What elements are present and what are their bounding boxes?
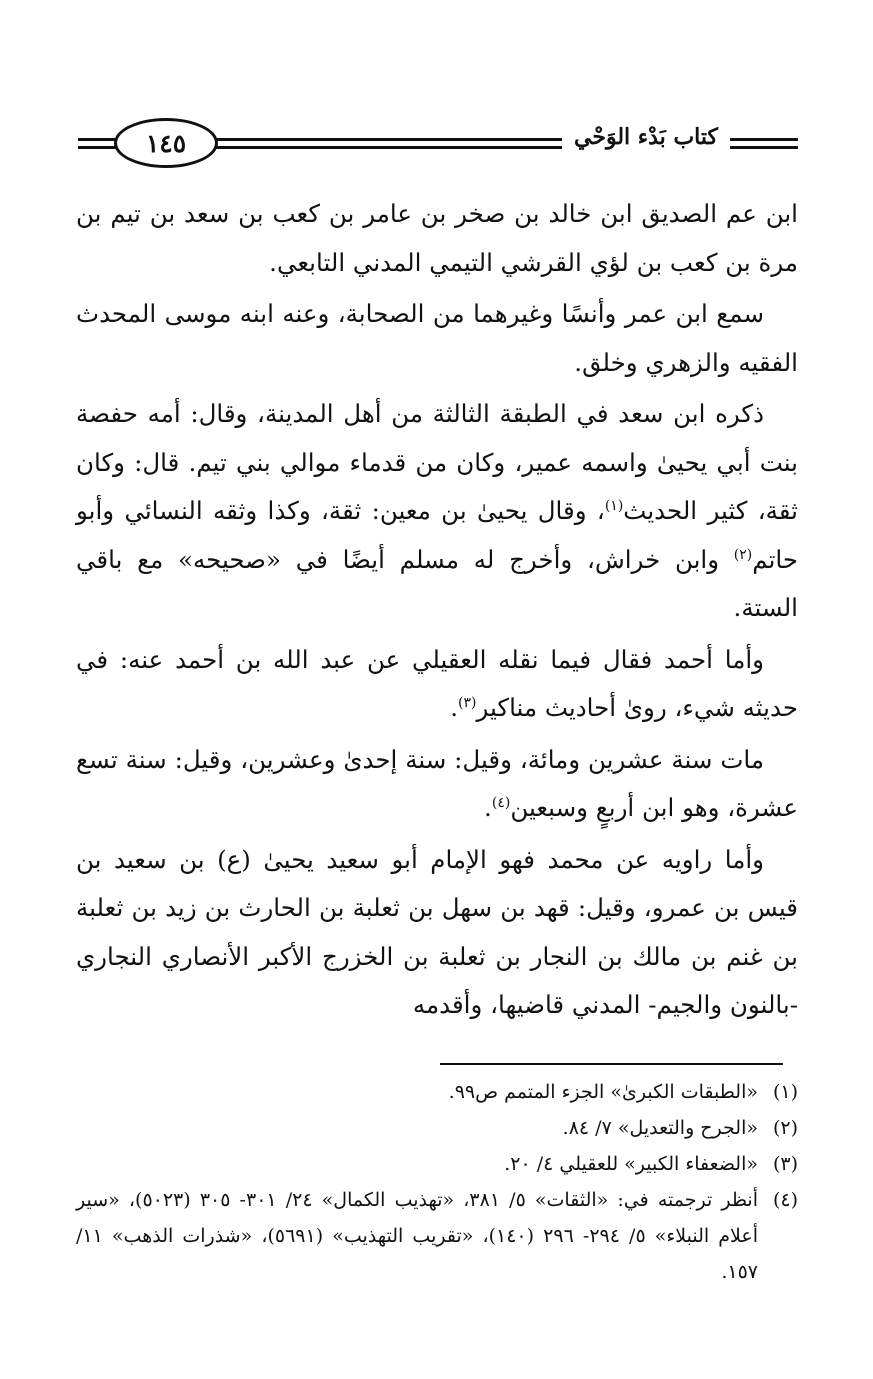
paragraph [76,636,798,733]
page-number: ١٤٥ [114,118,218,168]
footnote-text: «الجرح والتعديل» ٧/ ٨٤. [562,1117,758,1139]
footnote-number: (١) [772,1081,798,1103]
footnote-item [76,1074,798,1110]
paragraph-text: مات سنة عشرين ومائة، وقيل: سنة إحدىٰ وعشرين، وقيل: سنة تسع عشرة، وهو ابن أربعٍ وسبعين [76,744,798,822]
paragraph [76,390,798,633]
footnote-separator [440,1063,783,1065]
paragraph-text: ذكره ابن سعد في الطبقة الثالثة من أهل المدينة، وقال: أمه حفصة بنت أبي يحيىٰ واسمه عمير، وكان من قدماء موالي بني تيم. قال: وكان ثقة، كثير الحديث [76,399,798,525]
book-title: كتاب بَدْء الوَحْي [562,124,730,150]
footnote-number: (٣) [772,1153,798,1175]
paragraph: وأما راويه عن محمد فهو الإمام أبو سعيد يحيىٰ (ع) بن سعيد بن قيس بن عمرو، وقيل: قهد بن سهل بن ثعلبة بن الحارث بن زيد بن ثعلبة بن غنم بن مالك بن النجار بن ثعلبة بن الخزرج الأكبر الأنصاري النجاري -بالنون والجيم- المدني قاضيها، وأقدمه [76,844,798,1019]
paragraph [76,736,798,833]
footnote-text: «الضعفاء الكبير» للعقيلي ٤/ ٢٠. [504,1153,758,1175]
paragraph-text: وأما أحمد فقال فيما نقله العقيلي عن عبد الله بن أحمد عنه: في حديثه شيء، روىٰ أحاديث مناكير [76,644,798,722]
main-text [76,190,798,1033]
footnote-marker[interactable]: (١) [604,497,624,514]
paragraph-text: . [450,693,459,722]
footnotes [76,1074,798,1290]
footnote-number: (٢) [772,1117,798,1139]
footnote-number: (٤) [772,1189,798,1211]
footnote-item [76,1146,798,1182]
paragraph: ابن عم الصديق ابن خالد بن صخر بن عامر بن كعب بن سعد بن تيم بن مرة بن كعب بن لؤي القرشي التيمي المدني التابعي. [76,199,798,277]
footnote-item [76,1110,798,1146]
running-header [78,110,798,176]
paragraph-text: . [484,793,492,822]
footnote-text: «الطبقات الكبرىٰ» الجزء المتمم ص٩٩. [448,1081,758,1103]
footnote-text: أنظر ترجمته في: «الثقات» ٥/ ٣٨١، «تهذيب الكمال» ٢٤/ ٣٠١- ٣٠٥ (٥٠٢٣)، «سير أعلام النبلاء» ٥/ ٢٩٤- ٢٩٦ (١٤٠)، «تقريب التهذيب» (٥٦٩١)، «شذرات الذهب» ١١/ ١٥٧. [76,1189,758,1283]
footnote-item [76,1182,798,1290]
footnote-marker[interactable]: (٣) [458,694,477,711]
paragraph: سمع ابن عمر وأنسًا وغيرهما من الصحابة، وعنه ابنه موسى المحدث الفقيه والزهري وخلق. [76,299,798,377]
footnote-marker[interactable]: (٤) [491,794,511,811]
footnote-marker[interactable]: (٢) [733,546,753,563]
paragraph-text: وابن خراش، وأخرج له مسلم أيضًا في «صحيحه» مع باقي الستة. [76,544,798,622]
paragraph-text: ، وقال يحيىٰ بن معين: ثقة، وكذا وثقه النسائي وأبو حاتم [76,496,798,574]
